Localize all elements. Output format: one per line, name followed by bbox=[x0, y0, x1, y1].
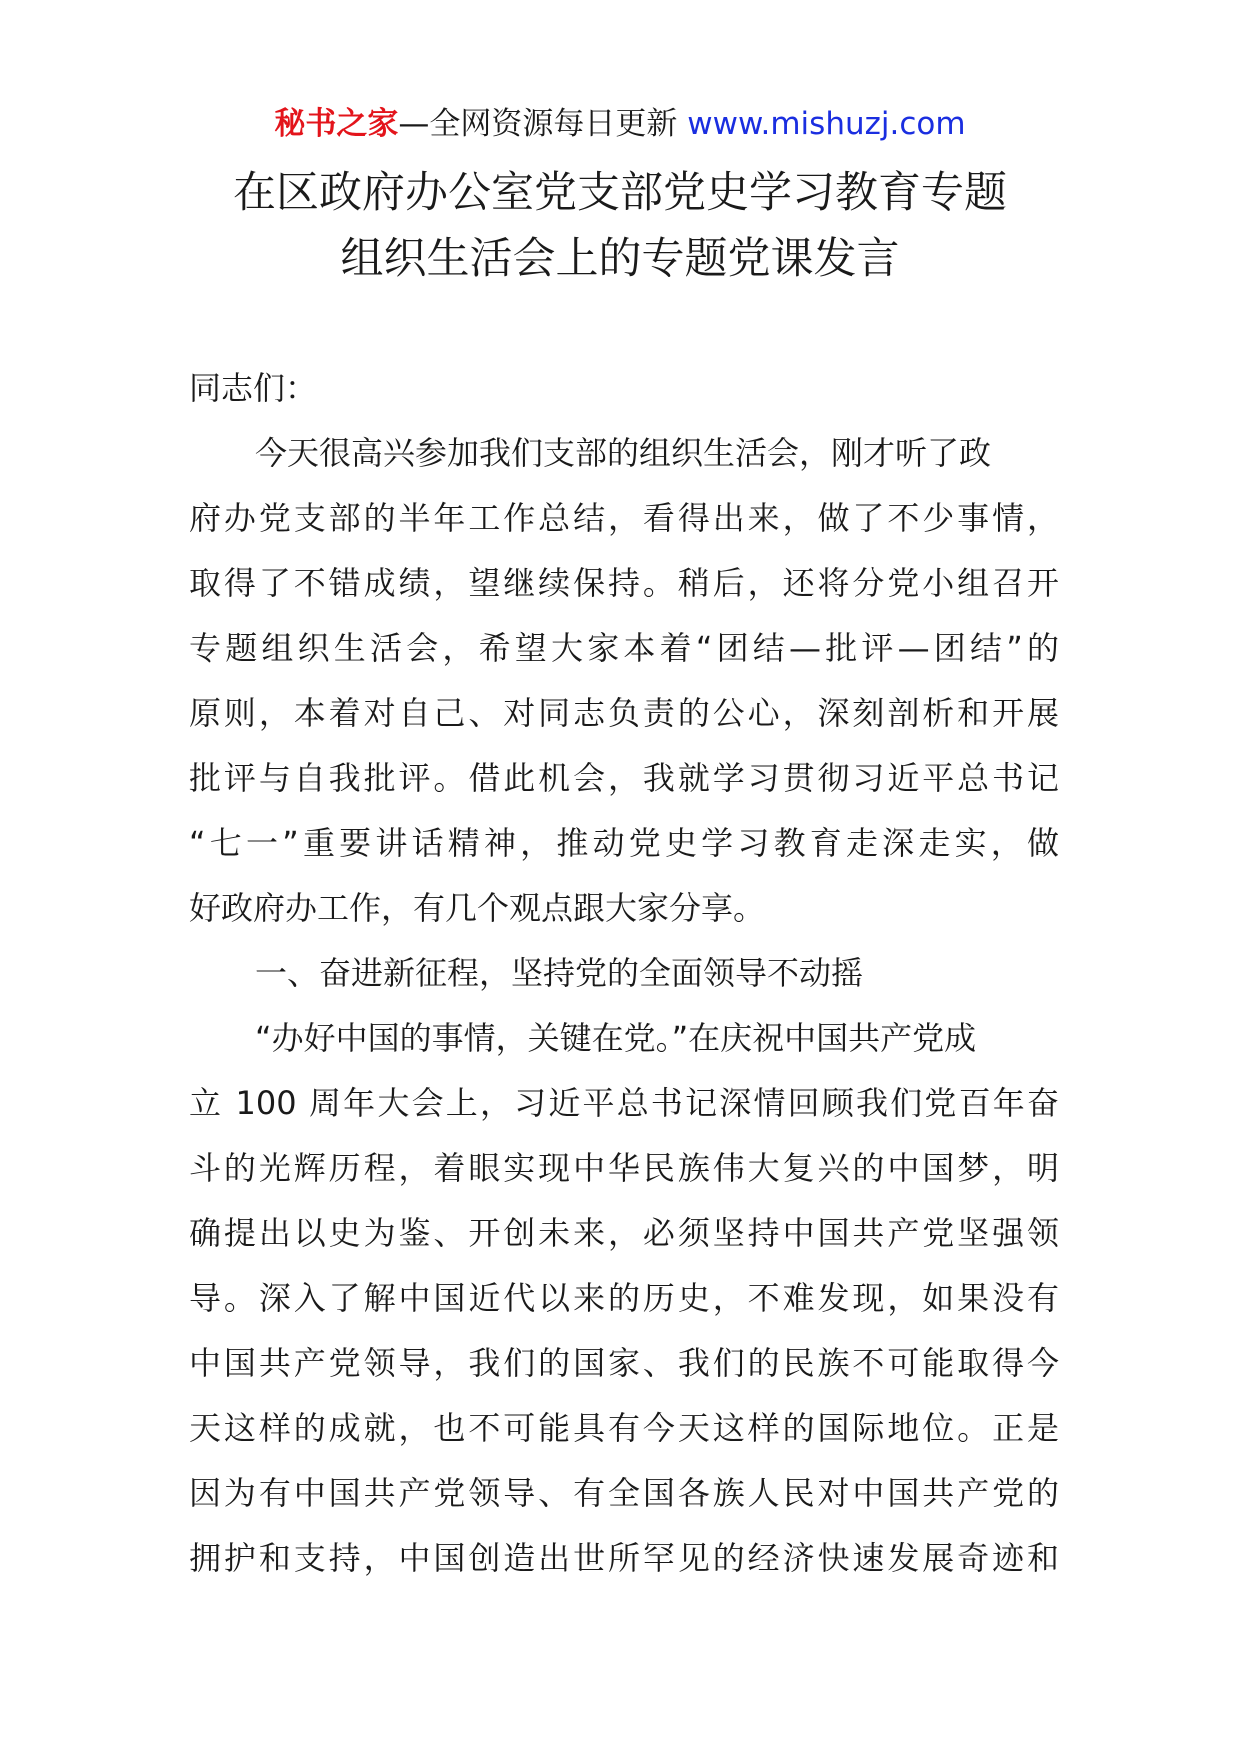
paragraph-line: 中国共产党领导，我们的国家、我们的民族不可能取得今 bbox=[189, 1344, 1059, 1382]
paragraph-line: 导。深入了解中国近代以来的历史，不难发现，如果没有 bbox=[189, 1279, 1059, 1317]
paragraph-line: 立 100 周年大会上，习近平总书记深情回顾我们党百年奋 bbox=[189, 1084, 1059, 1122]
brand-name[interactable]: 秘书之家 bbox=[274, 106, 399, 142]
site-url-link[interactable]: www.mishuzj.com bbox=[687, 106, 966, 142]
paragraph-line: 原则，本着对自己、对同志负责的公心，深刻剖析和开展 bbox=[189, 694, 1059, 732]
paragraph-line: 专题组织生活会，希望大家本着“团结—批评—团结”的 bbox=[189, 629, 1059, 667]
title-line-2: 组织生活会上的专题党课发言 bbox=[340, 234, 900, 284]
paragraph-line: 斗的光辉历程，着眼实现中华民族伟大复兴的中国梦，明 bbox=[189, 1149, 1059, 1187]
paragraph-line: 取得了不错成绩，望继续保持。稍后，还将分党小组召开 bbox=[189, 564, 1059, 602]
paragraph-line: 好政府办工作，有几个观点跟大家分享。 bbox=[189, 889, 766, 927]
paragraph-line: “七一”重要讲话精神，推动党史学习教育走深走实，做 bbox=[189, 824, 1059, 862]
paragraph-line: 拥护和支持，中国创造出世所罕见的经济快速发展奇迹和 bbox=[189, 1539, 1059, 1577]
document-title bbox=[0, 160, 1240, 292]
site-banner bbox=[0, 102, 1240, 146]
paragraph-line: 批评与自我批评。借此机会，我就学习贯彻习近平总书记 bbox=[189, 759, 1059, 797]
paragraph-line: 因为有中国共产党领导、有全国各族人民对中国共产党的 bbox=[189, 1474, 1059, 1512]
paragraph-line: “办好中国的事情，关键在党。”在庆祝中国共产党成 bbox=[255, 1019, 977, 1057]
section-heading: 一、奋进新征程，坚持党的全面领导不动摇 bbox=[255, 954, 864, 992]
title-line-1: 在区政府办公室党支部党史学习教育专题 bbox=[233, 168, 1007, 218]
banner-tagline: —全网资源每日更新 bbox=[398, 106, 688, 142]
paragraph-line: 天这样的成就，也不可能具有今天这样的国际地位。正是 bbox=[189, 1409, 1059, 1447]
paragraph-line: 府办党支部的半年工作总结，看得出来，做了不少事情， bbox=[189, 499, 1059, 537]
paragraph-line: 确提出以史为鉴、开创未来，必须坚持中国共产党坚强领 bbox=[189, 1214, 1059, 1252]
greeting: 同志们： bbox=[189, 369, 318, 407]
paragraph-line: 今天很高兴参加我们支部的组织生活会，刚才听了政 bbox=[255, 434, 992, 472]
document-body bbox=[189, 356, 1059, 1591]
